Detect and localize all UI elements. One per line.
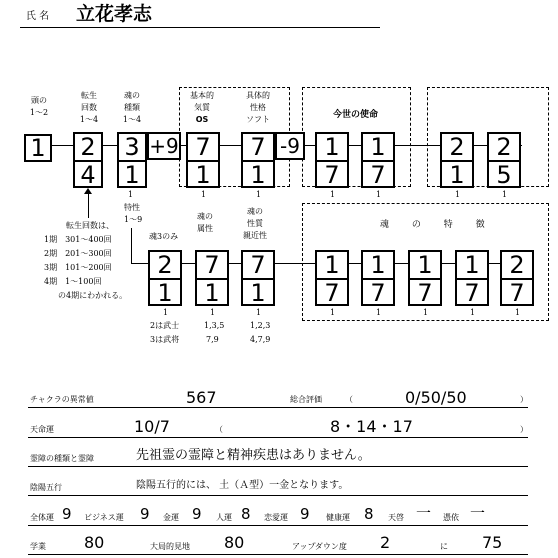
under-attribute: 1 <box>210 308 216 317</box>
minus-box: -9 <box>275 132 305 160</box>
feature-box-1 <box>315 250 349 306</box>
feature-box-2 <box>361 250 395 306</box>
os-top: 7 <box>188 134 218 162</box>
under-nature: 1 <box>256 308 262 317</box>
line4-underline <box>28 495 528 496</box>
basic-temp-label-3: OS <box>195 115 209 124</box>
line2-underline <box>28 437 528 438</box>
under-mission-1: 1 <box>330 190 336 199</box>
feature-2-top: 1 <box>363 252 393 280</box>
reinc-note-5: の4期にわかれる。 <box>58 291 128 300</box>
basic-temp-label-2: 気質 <box>194 103 210 112</box>
yinyang-label: 陰陽五行 <box>30 483 62 492</box>
under-feature-2: 1 <box>376 308 382 317</box>
mission-box-2 <box>361 132 395 188</box>
nature-label-1: 魂の <box>247 207 263 216</box>
feature-4-bottom: 7 <box>464 279 480 307</box>
nature-label-2: 性質 <box>247 219 263 228</box>
reincarnation-top: 2 <box>75 134 101 162</box>
attribute-box <box>195 250 229 306</box>
luck-value-3: 9 <box>192 505 202 523</box>
mission-2-bottom: 7 <box>370 161 386 189</box>
mission-1-top: 1 <box>317 134 347 162</box>
luck-label-8: 憑依 <box>443 513 459 522</box>
total-value: 0/50/50 <box>405 388 467 407</box>
note-a-1: 2は武士 <box>150 321 180 330</box>
reinc-label-2: 回数 <box>81 103 97 112</box>
trait-label-2: 1〜9 <box>124 215 143 224</box>
note-a-2: 3は武将 <box>150 335 180 344</box>
row2-vertical-connector <box>131 228 132 263</box>
reinc-label-1: 転生 <box>81 91 97 100</box>
reinc-note-0: 転生回数は、 <box>66 221 114 230</box>
luck-value-6: 8 <box>364 505 374 523</box>
under-mission-3: 1 <box>455 190 461 199</box>
line6-underline <box>28 554 528 555</box>
total-paren-close: ） <box>520 395 528 404</box>
nature-top: 7 <box>243 252 273 280</box>
mission-3-top: 2 <box>442 134 472 162</box>
spirit-value: 先祖霊の霊障と精神疾患はありません。 <box>136 448 371 463</box>
spirit-label: 霊障の種類と霊障 <box>30 454 94 463</box>
reinc-note-1: 1期 301〜400回 <box>44 235 112 244</box>
note-c-2: 4,7,9 <box>250 335 271 344</box>
line3-underline <box>28 466 528 467</box>
note-b-2: 7,9 <box>206 335 219 344</box>
reincarnation-box <box>73 132 103 188</box>
soul-type-label-2: 種類 <box>124 103 140 112</box>
updown-label: アップダウン度 <box>292 542 347 551</box>
feature-3-top: 1 <box>410 252 440 280</box>
vision-label: 大局的見地 <box>150 542 190 551</box>
under-feature-3: 1 <box>423 308 429 317</box>
chakra-value: 567 <box>186 388 217 407</box>
feature-5-top: 2 <box>502 252 532 280</box>
name-value: 立花孝志 <box>76 3 153 25</box>
feature-box-3 <box>408 250 442 306</box>
soul-type-top: 3 <box>119 134 145 162</box>
plus-box: +9 <box>147 132 181 160</box>
reinc-note-2: 2期 201〜300回 <box>44 249 112 258</box>
under-os: 1 <box>201 190 207 199</box>
luck-label-6: 健康運 <box>326 513 350 522</box>
attribute-label-1: 魂の <box>197 212 213 221</box>
specific-label-2: 性格 <box>250 103 266 112</box>
soul-only-top: 2 <box>150 252 180 280</box>
fate-label: 天命運 <box>30 425 54 434</box>
under-mission-4: 1 <box>502 190 508 199</box>
note-b-1: 1,3,5 <box>204 321 225 330</box>
soul-only-bottom: 1 <box>157 279 173 307</box>
luck-value-5: 9 <box>300 505 310 523</box>
updown-value: 2 <box>380 533 391 552</box>
luck-label-2: ビジネス運 <box>84 513 124 522</box>
os-bottom: 1 <box>195 161 211 189</box>
feature-1-top: 1 <box>317 252 347 280</box>
attribute-bottom: 1 <box>204 279 220 307</box>
head-label-1: 頭の <box>31 96 47 105</box>
luck-label-4: 人運 <box>216 513 232 522</box>
under-soul-only: 1 <box>163 308 169 317</box>
ni-value: 75 <box>482 533 503 552</box>
mission-4-bottom: 5 <box>496 161 512 189</box>
soul-type-label-3: 1〜4 <box>122 115 142 124</box>
mission-label: 今世の使命 <box>333 110 379 120</box>
line1-underline <box>28 407 528 408</box>
mission-box-3 <box>440 132 474 188</box>
study-label: 学業 <box>30 542 46 551</box>
attribute-label-2: 属性 <box>197 224 213 233</box>
reincarnation-bottom: 4 <box>80 161 96 189</box>
luck-label-7: 天啓 <box>388 513 404 522</box>
feature-box-5 <box>500 250 534 306</box>
nature-label-3: 親近性 <box>243 231 267 240</box>
reinc-label-3: 1〜4 <box>79 115 99 124</box>
soul-only-box <box>148 250 182 306</box>
feature-5-bottom: 7 <box>509 279 525 307</box>
feature-3-bottom: 7 <box>417 279 433 307</box>
reinc-arrow-line <box>88 192 89 218</box>
fate-paren-open: （ <box>215 425 223 434</box>
soul-type-bottom: 1 <box>124 161 140 189</box>
soft-bottom: 1 <box>250 161 266 189</box>
soft-box <box>241 132 275 188</box>
fate-value: 10/7 <box>134 417 170 436</box>
head-box: 1 <box>24 134 52 162</box>
luck-label-1: 全体運 <box>30 513 54 522</box>
note-c-1: 1,2,3 <box>250 321 271 330</box>
total-paren-open: （ <box>345 395 353 404</box>
under-feature-5: 1 <box>515 308 521 317</box>
reinc-note-3: 3期 101〜200回 <box>44 263 112 272</box>
luck-value-2: 9 <box>140 505 150 523</box>
luck-value-8: 一 <box>470 504 486 522</box>
mission-4-top: 2 <box>489 134 519 162</box>
attribute-top: 7 <box>197 252 227 280</box>
nature-box <box>241 250 275 306</box>
mission-box-1 <box>315 132 349 188</box>
fate-paren-close: ） <box>520 425 528 434</box>
fate-detail: 8・14・17 <box>330 417 413 436</box>
feature-4-top: 1 <box>457 252 487 280</box>
features-label: 魂 の 特 徴 <box>380 220 495 230</box>
luck-label-5: 恋愛運 <box>264 513 288 522</box>
soft-top: 7 <box>243 134 273 162</box>
reinc-note-4: 4期 1〜100回 <box>44 277 102 286</box>
specific-label-3: ソフト <box>246 115 270 124</box>
luck-value-4: 8 <box>241 505 251 523</box>
nature-bottom: 1 <box>250 279 266 307</box>
under-feature-4: 1 <box>470 308 476 317</box>
basic-temp-label-1: 基本的 <box>190 91 214 100</box>
mission-3-bottom: 1 <box>449 161 465 189</box>
soul-only-label: 魂3のみ <box>149 232 179 241</box>
luck-label-3: 金運 <box>163 513 179 522</box>
mission-box-4 <box>487 132 521 188</box>
study-value: 80 <box>84 533 105 552</box>
feature-box-4 <box>455 250 489 306</box>
total-label: 総合評価 <box>290 395 322 404</box>
under-soul-type: 1 <box>128 190 134 199</box>
feature-2-bottom: 7 <box>370 279 386 307</box>
vision-value: 80 <box>224 533 245 552</box>
luck-value-7: 一 <box>416 504 432 522</box>
under-feature-1: 1 <box>330 308 336 317</box>
soul-type-label-1: 魂の <box>124 91 140 100</box>
under-mission-2: 1 <box>376 190 382 199</box>
specific-label-1: 具体的 <box>246 91 270 100</box>
mission-1-bottom: 7 <box>324 161 340 189</box>
soul-type-box <box>117 132 147 188</box>
trait-label-1: 特性 <box>124 203 140 212</box>
under-soft: 1 <box>256 190 262 199</box>
line5-underline <box>28 525 528 526</box>
luck-value-1: 9 <box>62 505 72 523</box>
ni-label: に <box>440 542 448 551</box>
mission-2-top: 1 <box>363 134 393 162</box>
head-label-2: 1〜2 <box>29 108 49 117</box>
arrow-up-icon <box>84 188 92 194</box>
name-underline <box>20 27 380 28</box>
name-label: 氏 名 <box>26 11 50 22</box>
feature-1-bottom: 7 <box>324 279 340 307</box>
yinyang-value: 陰陽五行的には、 土（Ａ型）一金となります。 <box>136 480 349 491</box>
chakra-label: チャクラの異常値 <box>30 395 94 404</box>
os-box <box>186 132 220 188</box>
